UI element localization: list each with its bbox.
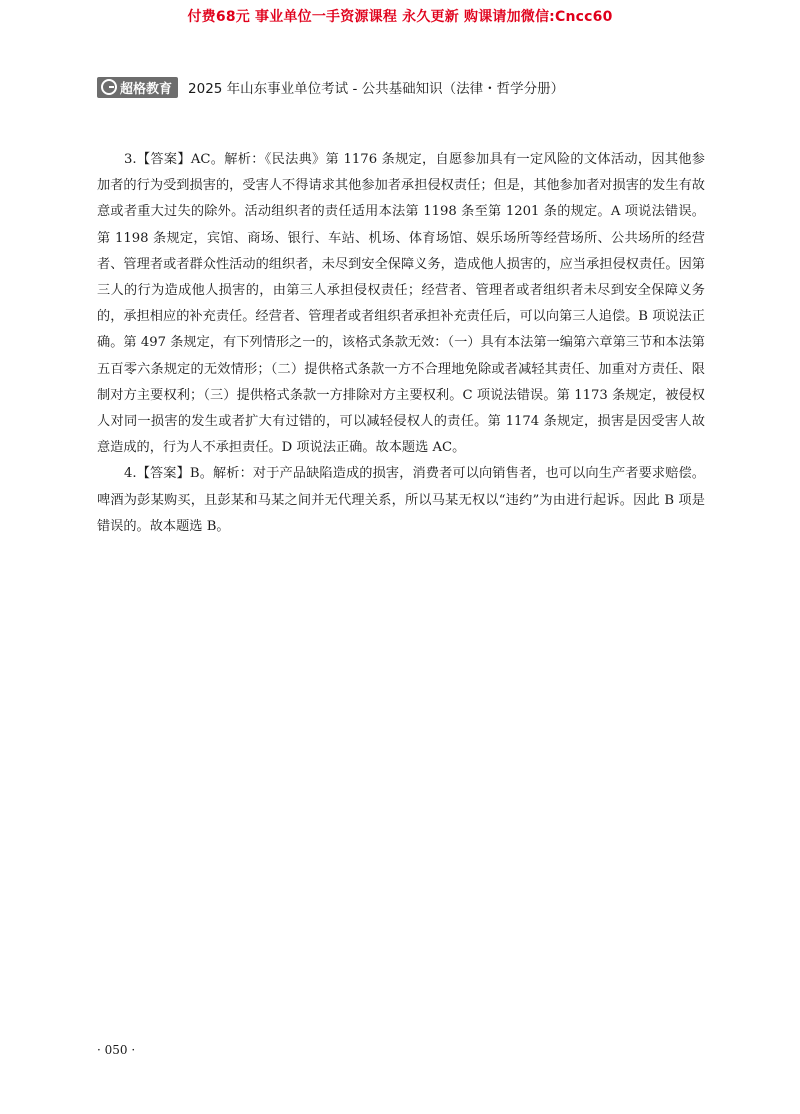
brand-logo-text: 超格教育 (120, 81, 173, 97)
answer-content (97, 147, 705, 540)
header-title: 2025 年山东事业单位考试 - 公共基础知识（法律・哲学分册） (188, 81, 565, 97)
answer-paragraph-3: 3.【答案】AC。解析：《民法典》第 1176 条规定，自愿参加具有一定风险的文体活动，因其他参加者的行为受到损害的，受害人不得请求其他参加者承担侵权责任；但是，其他参加者对损害的发生有故意或者重大过失的除外。活动组织者的责任适用本法第 1198 条至第 1201 条的规定。A 项说法错误。第 1198 条规定，宾馆、商场、银行、车站、机场、体育场馆、娱乐场所等经营场所、公共场所的经营者、管理者或者群众性活动的组织者，未尽到安全保障义务，造成他人损害的，应当承担侵权责任。因第三人的行为造成他人损害的，由第三人承担侵权责任；经营者、管理者或者组织者未尽到安全保障义务的，承担相应的补充责任。经营者、管理者或者组织者承担补充责任后，可以向第三人追偿。B 项说法正确。第 497 条规定，有下列情形之一的，该格式条款无效：（一）具有本法第一编第六章第三节和本法第五百零六条规定的无效情形；（二）提供格式条款一方不合理地免除或者减轻其责任、加重对方责任、限制对方主要权利；（三）提供格式条款一方排除对方主要权利。C 项说法错误。第 1173 条规定，被侵权人对同一损害的发生或者扩大有过错的，可以减轻侵权人的责任。第 1174 条规定，损害是因受害人故意造成的，行为人不承担责任。D 项说法正确。故本题选 AC。 (97, 152, 705, 456)
page-header (97, 76, 564, 98)
g-logo-icon (101, 79, 117, 95)
answer-paragraph-4: 4.【答案】B。解析：对于产品缺陷造成的损害，消费者可以向销售者，也可以向生产者要求赔偿。啤酒为彭某购买，且彭某和马某之间并无代理关系，所以马某无权以“违约”为由进行起诉。因此 B 项是错误的。故本题选 B。 (97, 466, 705, 534)
brand-logo (97, 77, 178, 98)
page-number: · 050 · (97, 1043, 136, 1057)
promo-banner: 付费68元 事业单位一手资源课程 永久更新 购课请加微信:Cncc60 (187, 9, 613, 25)
